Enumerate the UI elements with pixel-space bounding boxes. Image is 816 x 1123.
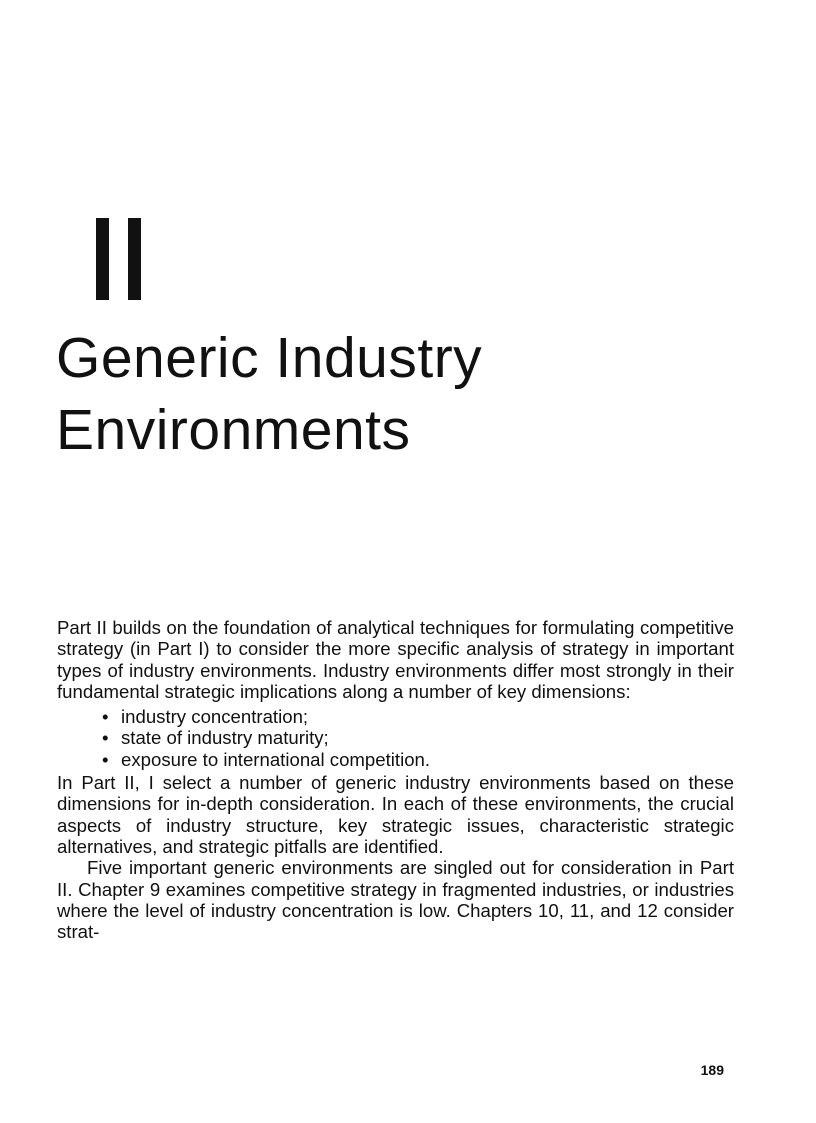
- part-numeral: [96, 218, 156, 300]
- paragraph-3: Five important generic environments are singled out for consideration in Part II. Chapter 9 examines competitive strategy in fragmented industries, or industries where the level of industry concentration is low. Chapters 10, 11, and 12 consider strat-: [57, 857, 734, 943]
- list-item: • state of industry maturity;: [102, 727, 734, 748]
- part-title-line-2: Environments: [56, 398, 411, 462]
- list-item: • industry concentration;: [102, 706, 734, 727]
- dimension-list: [57, 706, 734, 770]
- intro-paragraph: Part II builds on the foundation of analytical techniques for formulating competitive strategy (in Part I) to consider the more specific analysis of strategy in important types of industry environments. Industry environments differ most strongly in their fundamental strategic implications along a number of key dimensions:: [57, 617, 734, 702]
- list-item: • exposure to international competition.: [102, 749, 734, 770]
- body-text: [57, 617, 734, 942]
- part-numeral-stroke-2: [128, 218, 141, 300]
- page-number: 189: [700, 1062, 724, 1078]
- part-title: [56, 322, 756, 466]
- paragraph-2: In Part II, I select a number of generic industry environments based on these dimensions for in-depth consideration. In each of these environments, the crucial aspects of industry structure, key strategic issues, characteristic strategic alternatives, and strategic pitfalls are identified.: [57, 772, 734, 857]
- part-title-line-1: Generic Industry: [56, 326, 483, 390]
- part-numeral-stroke-1: [96, 218, 109, 300]
